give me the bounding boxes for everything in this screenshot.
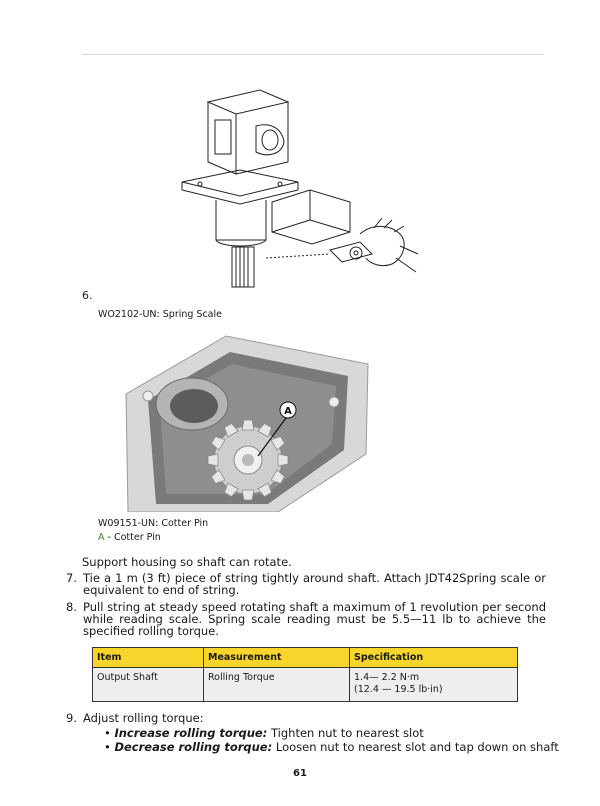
bullet-label: Decrease rolling torque: bbox=[114, 740, 273, 754]
cell-item: Output Shaft bbox=[93, 668, 204, 702]
legend-key: A bbox=[98, 532, 105, 543]
step-text: Pull string at steady speed rotating shaft a maximum of 1 revolution per second while reading scale. Spring scale reading must be 5.5—11 lb to achieve the specified rolling torque. bbox=[83, 600, 546, 638]
callout-letter-a: A bbox=[284, 406, 292, 417]
cotter-pin-photo bbox=[108, 334, 382, 512]
header-item: Item bbox=[93, 648, 204, 668]
spec-table bbox=[92, 647, 518, 702]
figure-caption-spring-scale: WO2102-UN: Spring Scale bbox=[98, 309, 222, 320]
intro-paragraph: Support housing so shaft can rotate. bbox=[82, 555, 292, 569]
step-8 bbox=[66, 601, 546, 637]
page-number: 61 bbox=[293, 768, 307, 779]
header-specification: Specification bbox=[350, 648, 518, 668]
list-item: • Decrease rolling torque: Loosen nut to nearest slot and tap down on shaft bbox=[104, 740, 559, 754]
procedure-steps bbox=[66, 572, 546, 642]
header-rule bbox=[82, 54, 544, 55]
bullet-list bbox=[104, 726, 559, 754]
header-measurement: Measurement bbox=[204, 648, 350, 668]
spring-scale-illustration bbox=[160, 82, 420, 292]
bullet-text: Tighten nut to nearest slot bbox=[267, 726, 424, 740]
bullet-label: Increase rolling torque: bbox=[114, 726, 268, 740]
figure-caption-cotter-pin: W09151-UN: Cotter Pin bbox=[98, 518, 209, 529]
cell-specification bbox=[350, 668, 518, 702]
legend-separator: - bbox=[104, 532, 114, 543]
list-item: • Increase rolling torque: Tighten nut to nearest slot bbox=[104, 726, 424, 740]
figure-legend bbox=[98, 532, 161, 543]
table-header-row bbox=[93, 648, 518, 668]
spec-line-imperial: (12.4 — 19.5 lb·in) bbox=[354, 684, 443, 695]
step-number: 8. bbox=[66, 600, 77, 614]
step-9 bbox=[66, 711, 204, 725]
bullet-text: Loosen nut to nearest slot and tap down on shaft bbox=[272, 740, 559, 754]
step-number: 7. bbox=[66, 571, 77, 585]
step-text: Tie a 1 m (3 ft) piece of string tightly around shaft. Attach JDT42Spring scale or equivalent to end of string. bbox=[83, 571, 546, 597]
table-row bbox=[93, 668, 518, 702]
cell-measurement: Rolling Torque bbox=[204, 668, 350, 702]
step-number: 9. bbox=[66, 711, 77, 725]
legend-label: Cotter Pin bbox=[113, 532, 161, 543]
step-7 bbox=[66, 572, 546, 596]
step-6-number: 6. bbox=[82, 289, 93, 302]
step-text: Adjust rolling torque: bbox=[83, 711, 204, 725]
spec-line-metric: 1.4— 2.2 N·m bbox=[354, 672, 420, 683]
